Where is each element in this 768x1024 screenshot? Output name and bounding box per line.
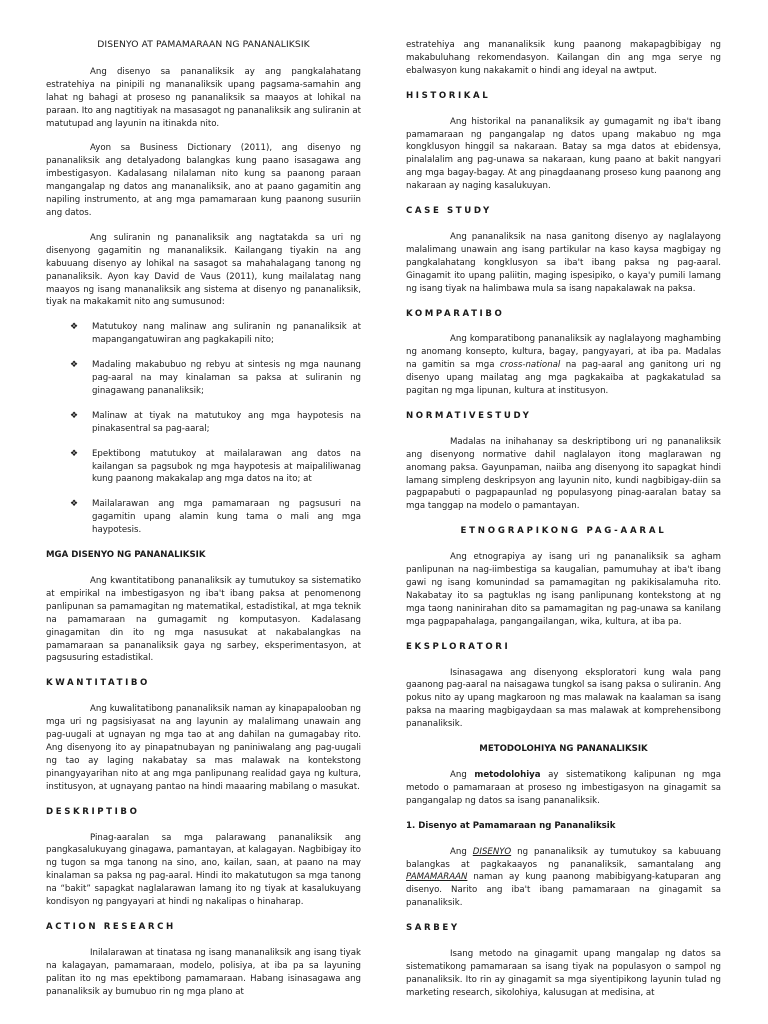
document-title: DISENYO AT PAMAMARAAN NG PANANALIKSIK (97, 39, 310, 50)
text-run: naman ay kung paanong mabibigyang-katuparan ang disenyo. Narito ang iba't ibang pamamaraan na ginagamit sa pananaliksik. (406, 872, 721, 909)
paragraph: Isang metodo na ginagamit upang mangalap ng datos sa sistematikong pamamaraan sa isang tiyak na populasyon o sampol ng pananaliksik. Ito rin ay ginagamit sa mga siyentipikong layunin tulad ng marketing research, sikolohiya, kalusugan at medisina, at (406, 949, 721, 998)
paragraph: Ayon sa Business Dictionary (2011), ang disenyo ng pananaliksik ang detalyadong balangkas kung paano isasagawa ang imbestigasyon. Kadalasang nilalaman nito kung sa paanong paraan mangangalap ng datos ang mananaliksik, ano at paano gagamitin ang napiling instrumento, at ang mga pamamaraan kung paanong susuriin ang datos. (46, 143, 361, 218)
paragraph: Ang disenyo sa pananaliksik ay ang pangkalahatang estratehiya na pinipili ng mananaliksik upang pagsama-samahin ang lahat ng bahagi at proseso ng pananaliksik sa maayos at lohikal na paraan. Ito ang nagtitiyak na masasagot ng pananaliksik ang suliranin at matutupad ang layunin na itinakda nito. (46, 66, 361, 129)
list-item (46, 498, 361, 537)
section-heading: HISTORIKAL (406, 90, 491, 101)
diamond-bullet-icon: ❖ (70, 410, 79, 421)
underlined-term: DISENYO (472, 846, 512, 857)
paragraph (406, 333, 721, 398)
paragraph: Pinag-aaralan sa mga palarawang pananaliksik ang pangkasalukuyang ginagawa, pamantayan, at kalagayan. Nagbibigay ito ng tugon sa mga tanong na sino, ano, kailan, saan, at paano na may kinalaman sa paksa ng pag-aaral. Hindi ito makatutugon sa mga tanong na “bakit” sapagkat naglalarawan lamang ito ng tiyak at kasalukuyang kondisyon ng pangyayari at hindi ng nakalipas o hinaharap. (46, 832, 361, 908)
paragraph: Madalas na inihahanay sa deskriptibong uri ng pananaliksik ang disenyong normative dahil naglalayon itong maglarawan ng anomang paksa. Gayunpaman, naiiba ang disenyong ito sapagkat hindi lamang simpleng deskripsyon ang layunin nito, kundi nagbibigay-diin sa pagpapabuti o pagpapaunlad ng populasyong pinag-aaralan batay sa mga tanggap na modelo o pamantayan. (406, 436, 721, 512)
section-heading: METODOLOHIYA NG PANANALIKSIK (479, 744, 648, 755)
list-item-text: Matutukoy nang malinaw ang suliranin ng pananaliksik at mapangangatuwiran ang pagkakapili nito; (92, 322, 361, 346)
paragraph: Ang pananaliksik na nasa ganitong disenyo ay naglalayong malalimang unawain ang isang partikular na kaso kaysa magbigay ng pangkalahatang kongklusyon sa iba't ibang paksa ng pag-aaral. Ginagamit ito upang paliitin, maging ispesipiko, o kaya'y pumili lamang ng isang tiyak na halimbawa mula sa isang napakalawak na paksa. (406, 231, 721, 294)
text-run: na pag-aaral ang ganitong uri ng disenyo upang mailatag ang mga pagkakaiba at pagkakatulad sa pagitan ng mga lipunan, kultura at institusyon. (406, 360, 721, 397)
diamond-bullet-icon: ❖ (70, 360, 79, 371)
bullet-list (46, 321, 361, 537)
text-run: Ang komparatibong pananaliksik ay naglalayong maghambing ng anomang konsepto, kultura, bagay, pangyayari, at iba pa. Madalas na gamitin sa mga (406, 334, 721, 371)
paragraph: Ang kwantitatibong pananaliksik ay tumutukoy sa sistematiko at empirikal na imbestigasyon ng iba't ibang paksa at penomenong panlipunan sa pamamagitan ng matematikal, estadistikal, at mga teknik na pamamaraan na gumagamit ng komputasyon. Kadalasang ginagamitan din ito ng mga nasusukat at nakabalangkas na pamamaraan sa pananaliksik gaya ng sarbey, eksperimentasyon, at pagsusuring estadistikal. (46, 576, 361, 664)
section-heading: KOMPARATIBO (406, 308, 505, 319)
list-item-text: Mailalarawan ang mga pamamaraan ng pagsusuri na gagamitin upang alamin kung tama o mali ang mga haypotesis. (92, 499, 361, 536)
section-heading: ACTION RESEARCH (46, 921, 176, 932)
text-run: ay sistematikong kalipunan ng mga metodo o pamamaraan at proseso ng imbestigasyon na ginagamit sa pangangalap ng datos sa isang pananaliksik. (406, 769, 721, 806)
text-run: Ang (450, 846, 473, 857)
subsection-heading: 1. Disenyo at Pamamaraan ng Pananaliksik (406, 820, 616, 831)
underlined-term: PAMAMARAAN (406, 872, 468, 883)
paragraph (406, 769, 721, 808)
section-heading: SARBEY (406, 923, 460, 934)
diamond-bullet-icon: ❖ (70, 322, 79, 333)
left-column (46, 39, 361, 1010)
paragraph (406, 846, 721, 911)
paragraph: Isinasagawa ang disenyong eksploratori kung wala pang gaanong pag-aaral na naisagawa tungkol sa isang paksa o suliranin. Ang pokus nito ay upang magkaroon ng mas malawak na kaalaman sa isang paksa na maaring magbigaydaan sa mas malawak at komprehensibong pananaliksik. (406, 667, 721, 730)
section-heading: ETNOGRAPIKONG PAG-AARAL (460, 526, 667, 537)
section-heading: EKSPLORATORI (406, 641, 511, 652)
paragraph: Ang kuwalitatibong pananaliksik naman ay kinapapalooban ng mga uri ng pagsisiyasat na ang layunin ay malalimang unawain ang pag-uugali at ugnayan ng mga tao at ang dahilan na gumagabay rito. Ang disenyong ito ay pinapatnubayan ng paniniwalang ang pag-uugali ng tao ay laging nakabatay sa mas malawak na kontekstong pinangyayarihan nito at ang mga panlipunang realidad gaya ng kultura, institusyon, at ugnayang pantao na hindi maaaring mabilang o masukat. (46, 704, 361, 792)
paragraph: Ang suliranin ng pananaliksik ang nagtatakda sa uri ng disenyong gagamitin ng mananaliksik. Kailangang tiyakin na ang kabuuang disenyo ay lohikal na sasagot sa mahahalagang tanong ng pananaliksik. Ayon kay David de Vaus (2011), kung mailalatag nang maayos ng isang mananaliksik ang sistema at disenyo ng pananaliksik, tiyak na makakamit nito ang sumusunod: (46, 232, 361, 308)
diamond-bullet-icon: ❖ (70, 448, 79, 459)
section-heading: CASE STUDY (406, 206, 492, 217)
paragraph: Ang etnograpiya ay isang uri ng pananaliksik sa agham panlipunan na nag-iimbestiga sa kaugalian, pamumuhay at iba't ibang gawi ng isang komunindad sa pamamagitan ng pakikisalamuha rito. Nakabatay ito sa pagtuklas ng isang panlipunang kontekstong at ng mga taong naninirahan dito sa pamamagitan ng pag-unawa sa kanilang mga pagpapahalaga, pangangailangan, wika, kultura, at iba pa. (406, 552, 721, 627)
right-column (406, 39, 721, 1012)
section-heading: KWANTITATIBO (46, 678, 150, 689)
section-heading: DESKRIPTIBO (46, 806, 140, 817)
text-run: Ang (450, 769, 475, 780)
text-run: ng pananaliksik ay tumutukoy sa kabuuang balangkas at pagkakaayos ng pananaliksik, samantalang ang (406, 846, 721, 870)
list-item (46, 448, 361, 487)
list-item (46, 359, 361, 398)
paragraph: estratehiya ang mananaliksik kung paanong makapagbibigay ng makabuluhang rekomendasyon. Kailangan din ang mga serye ng ebalwasyon kung nakakamit o hindi ang ideyal na awtput. (406, 40, 721, 76)
list-item (46, 321, 361, 347)
list-item-text: Epektibong matutukoy at mailalarawan ang datos na kailangan sa pagsubok ng mga haypotesis at maipaliliwanag kung paanong makakalap ang mga datos na ito; at (92, 448, 361, 485)
section-heading: NORMATIVESTUDY (406, 410, 532, 421)
paragraph: Ang historikal na pananaliksik ay gumagamit ng iba't ibang pamamaraan ng pangangalap ng datos upang makabuo ng mga kongklusyon hinggil sa nakaraan. Batay sa mga datos at ebidensya, pinalalalim ang pag-unawa sa nakaraan, kung paano at bakit nangyari ang mga bagay-bagay. At ang pinagdaanang proseso kung paanong ang nakaraan ay naging kasalukuyan. (406, 116, 721, 192)
list-item-text: Madaling makabubuo ng rebyu at sintesis ng mga naunang pag-aaral na may kinalaman sa paksa at suliranin ng ginagawang pananaliksik; (92, 360, 361, 396)
paragraph: Inilalarawan at tinatasa ng isang mananaliksik ang isang tiyak na kalagayan, pamamaraan, modelo, polisiya, at iba pa sa layuning palitan ito ng mas epektibong pamamaraan. Habang isinasagawa ang pananaliksik ay bumubuo rin ng mga plano at (46, 947, 361, 997)
diamond-bullet-icon: ❖ (70, 499, 79, 510)
italic-term: cross-national (499, 360, 561, 371)
section-heading: MGA DISENYO NG PANANALIKSIK (46, 550, 206, 561)
bold-term: metodolohiya (474, 769, 541, 780)
list-item (46, 410, 361, 436)
list-item-text: Malinaw at tiyak na matutukoy ang mga haypotesis na pinakasentral sa pag-aaral; (92, 410, 361, 434)
